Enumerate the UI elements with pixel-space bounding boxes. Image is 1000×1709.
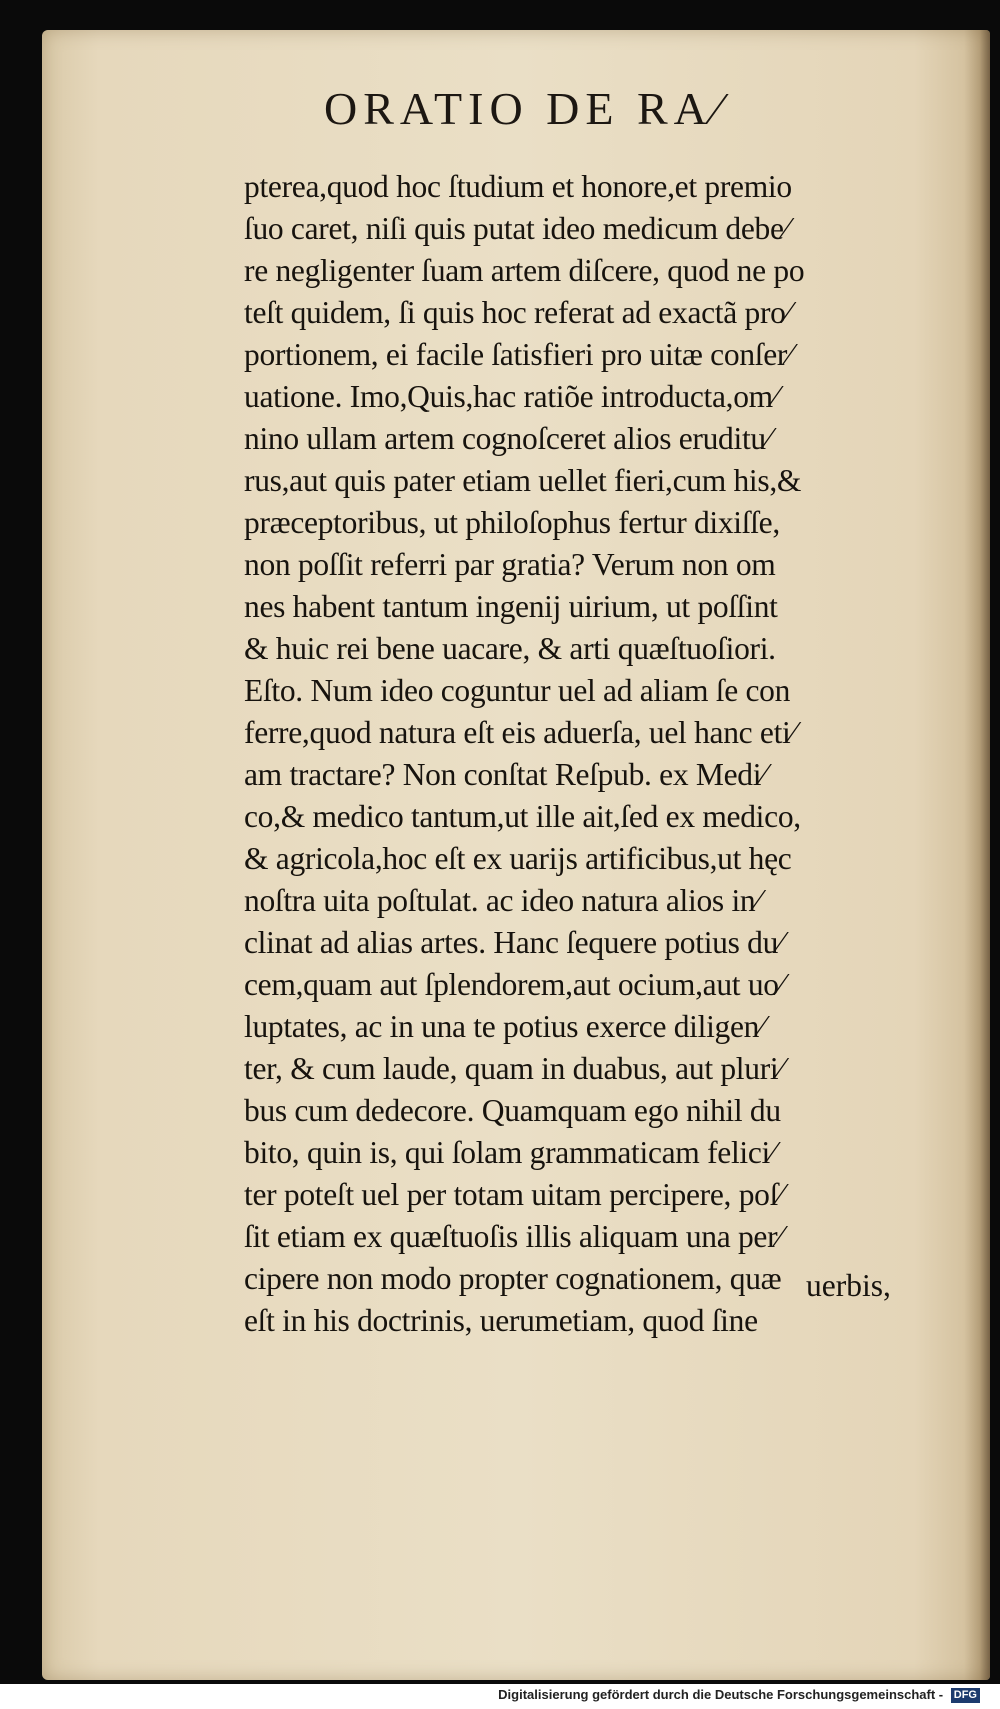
- text-line: præceptoribus, ut philoſophus fertur dixiſſe,: [244, 505, 780, 540]
- footer-bar: [0, 1684, 1000, 1709]
- text-line: luptates, ac in una te potius exerce diligen⁄: [244, 1009, 765, 1044]
- text-line: uatione. Imo,Quis,hac ratiõe introducta,om⁄: [244, 379, 778, 414]
- text-line: non poſſit referri par gratia? Verum non om: [244, 547, 776, 582]
- text-line: clinat ad alias artes. Hanc ſequere potius du⁄: [244, 925, 784, 960]
- text-line: noſtra uita poſtulat. ac ideo natura alios in⁄: [244, 883, 761, 918]
- body-text-block: [244, 166, 944, 1342]
- text-line: ferre,quod natura eſt eis aduerſa, uel hanc eti⁄: [244, 715, 796, 750]
- text-line: cem,quam aut ſplendorem,aut ocium,aut uo⁄: [244, 967, 784, 1002]
- text-line: ter poteſt uel per totam uitam percipere, poſ⁄: [244, 1177, 784, 1212]
- text-line: pterea,quod hoc ſtudium et honore,et premio: [244, 169, 792, 204]
- text-line: nes habent tantum ingenij uirium, ut poſſint: [244, 589, 778, 624]
- text-line: bus cum dedecore. Quamquam ego nihil du: [244, 1093, 781, 1128]
- text-line: am tractare? Non conſtat Reſpub. ex Medi⁄: [244, 757, 767, 792]
- funding-notice-text: Digitalisierung gefördert durch die Deutsche Forschungsgemeinschaft -: [498, 1687, 944, 1702]
- text-line: bito, quin is, qui ſolam grammaticam felici⁄: [244, 1135, 775, 1170]
- text-line: rus,aut quis pater etiam uellet fieri,cum his,&: [244, 463, 802, 498]
- text-line: nino ullam artem cognoſceret alios eruditu⁄: [244, 421, 771, 456]
- text-line: re negligenter ſuam artem diſcere, quod ne po: [244, 253, 805, 288]
- catchword: uerbis,: [806, 1268, 891, 1303]
- text-line: & agricola,hoc eſt ex uarijs artificibus,ut hęc: [244, 841, 792, 876]
- text-line: portionem, ei facile ſatisfieri pro uitæ conſer⁄: [244, 337, 793, 372]
- text-line: & huic rei bene uacare, & arti quæſtuoſiori.: [244, 631, 776, 666]
- text-line: co,& medico tantum,ut ille ait,ſed ex medico,: [244, 799, 801, 834]
- dfg-logo: DFG: [951, 1688, 980, 1703]
- funding-notice: [498, 1687, 980, 1703]
- text-line: eſt in his doctrinis, uerumetiam, quod ſine: [244, 1303, 758, 1338]
- text-line: Eſto. Num ideo coguntur uel ad aliam ſe con: [244, 673, 791, 708]
- running-head: ORATIO DE RA⁄: [324, 83, 727, 134]
- text-line: ſit etiam ex quæſtuoſis illis aliquam una per⁄: [244, 1219, 783, 1254]
- text-line: cipere non modo propter cognationem, quæ: [244, 1261, 782, 1296]
- text-line: ſuo caret, niſi quis putat ideo medicum debe⁄: [244, 211, 789, 246]
- text-line: ter, & cum laude, quam in duabus, aut pluri⁄: [244, 1051, 784, 1086]
- page-edge-shadow: [964, 30, 990, 1680]
- text-line: teſt quidem, ſi quis hoc referat ad exactã pro⁄: [244, 295, 791, 330]
